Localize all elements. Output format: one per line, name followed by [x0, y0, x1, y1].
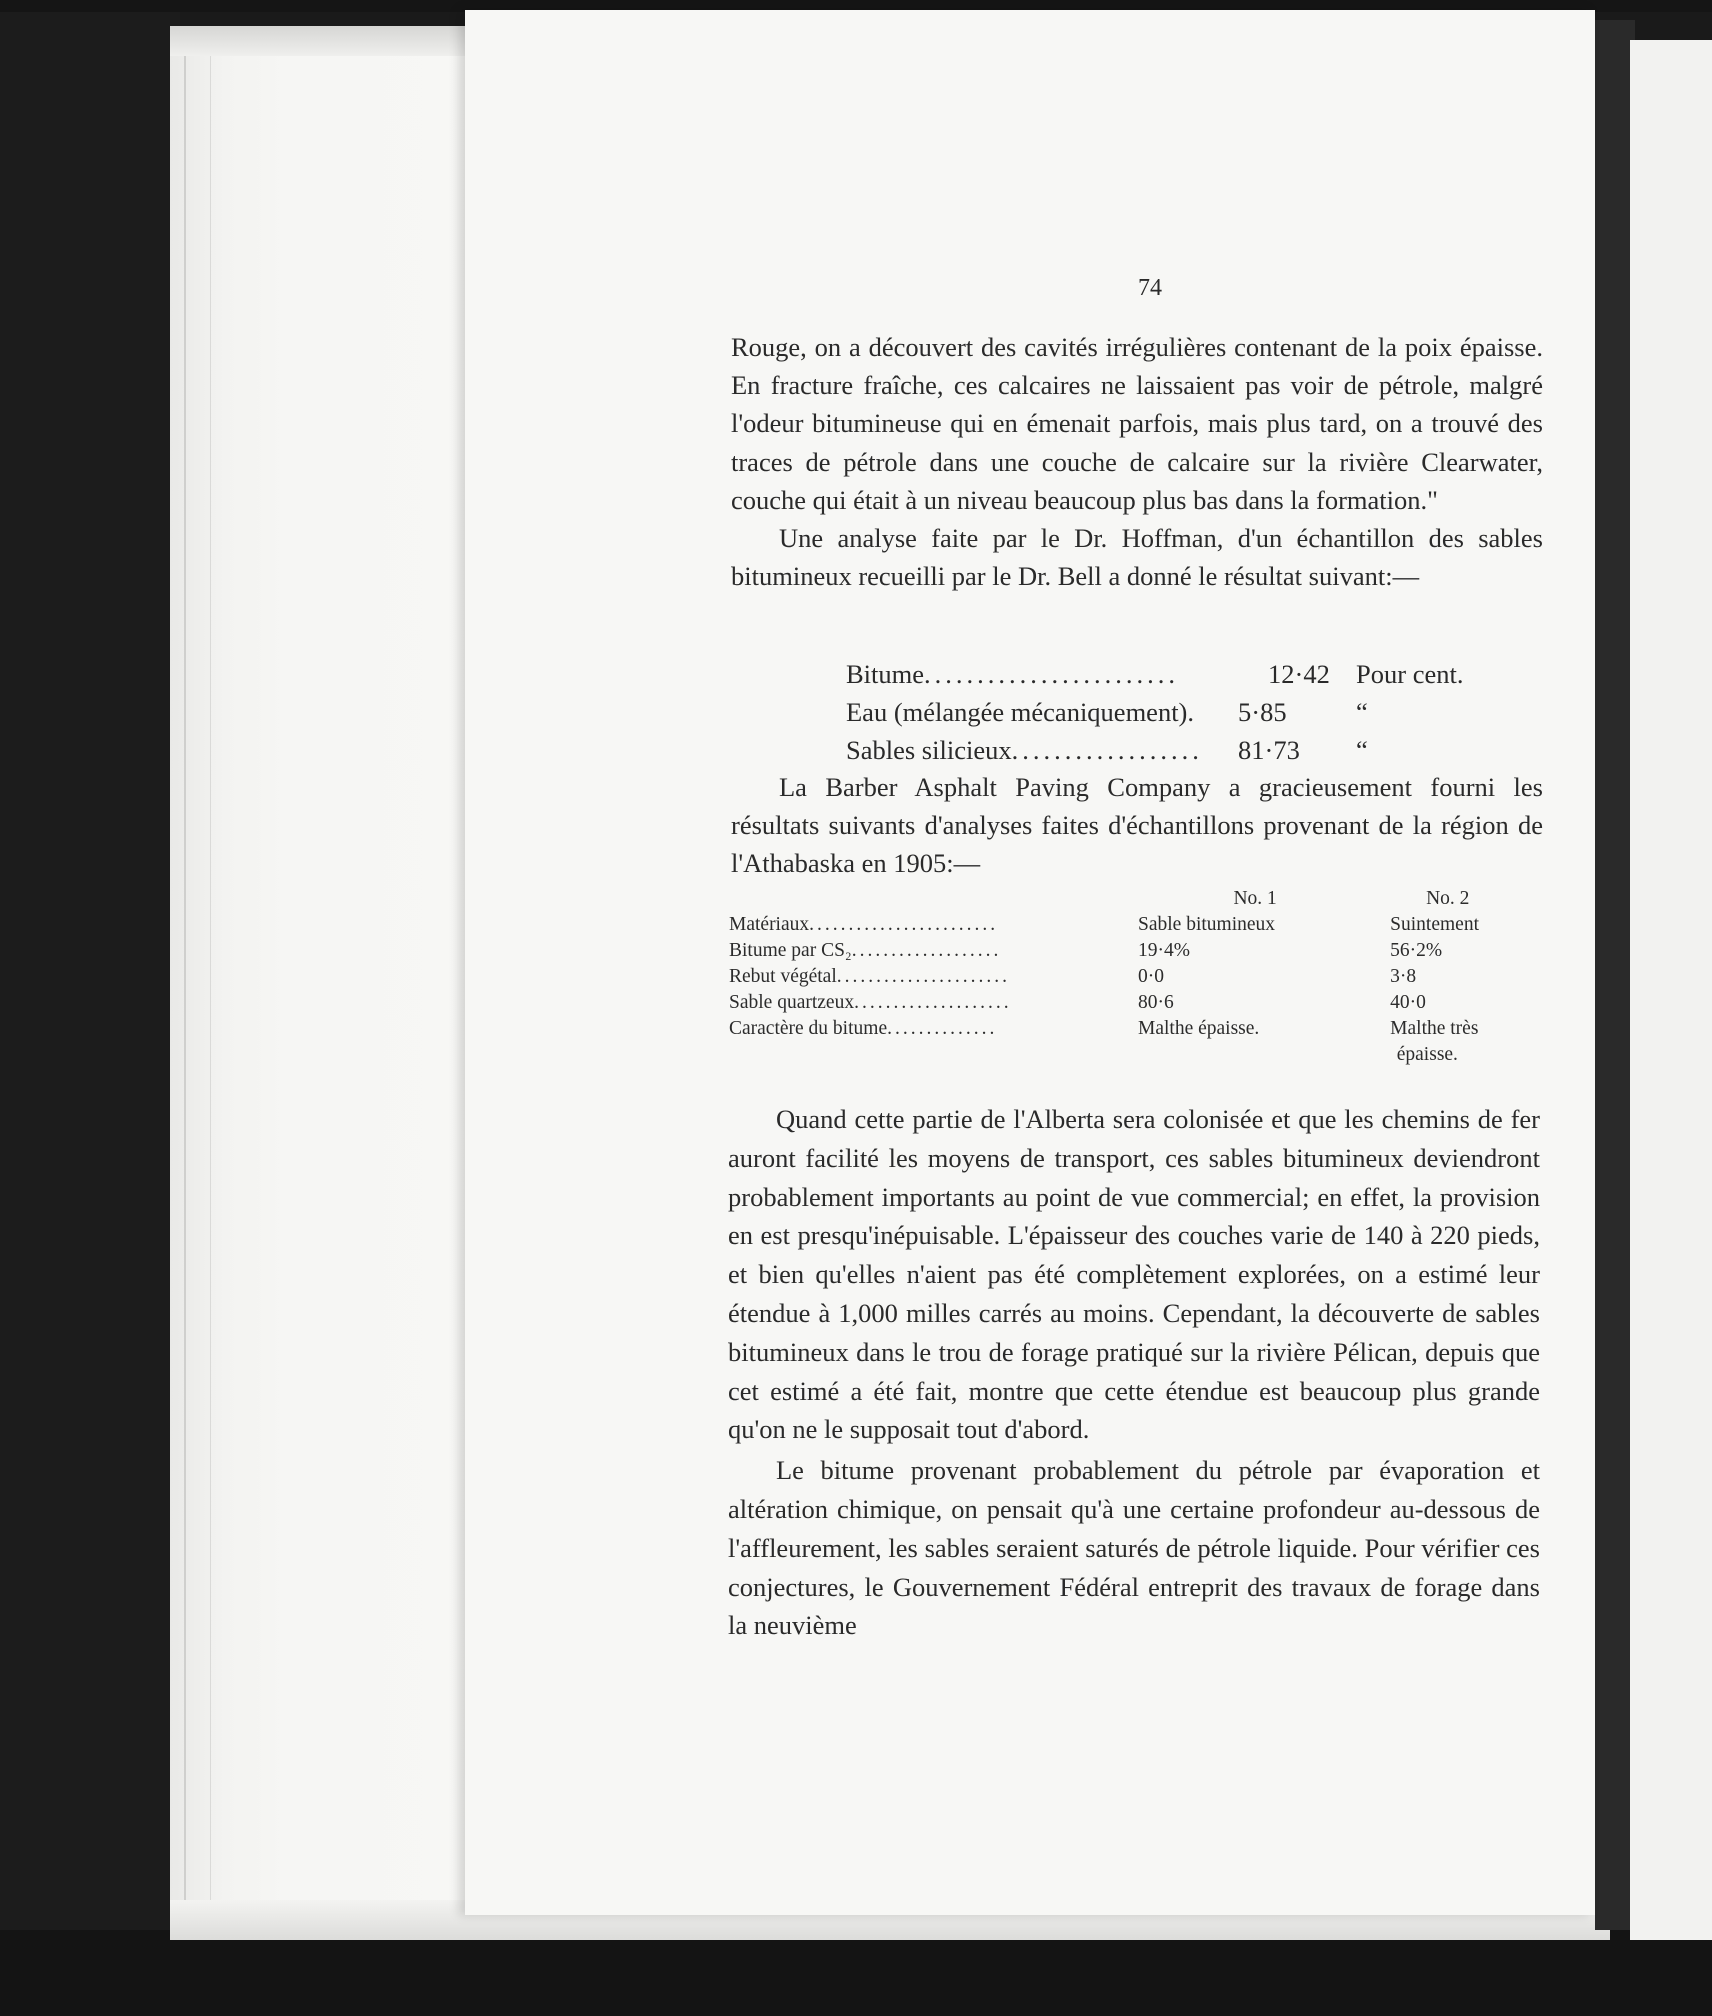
analysis-label: Sables silicieux: [846, 735, 1012, 765]
table-row: [729, 964, 1549, 990]
paragraph: La Barber Asphalt Paving Company a gracieusement fourni les résultats suivants d'analyses faites d'échantillons provenant de la région de l'Athabaska en 1905:—: [731, 772, 1543, 879]
table-header: [729, 886, 1549, 912]
table-row-label: Rebut végétal: [729, 966, 837, 987]
paragraph-block-2: [731, 768, 1543, 883]
leader-dots: ....................: [854, 992, 1012, 1013]
table-cell: 40·0: [1390, 992, 1426, 1013]
analysis-unit: Pour cent.: [1356, 659, 1464, 689]
analysis-row: [846, 693, 1486, 731]
book-page-edge: [170, 26, 470, 56]
page-number: 74: [1138, 275, 1162, 301]
table-row-label: Caractère du bitume: [729, 1018, 888, 1039]
table-cell: Malthe épaisse.: [1138, 1018, 1260, 1039]
table-header-cell: [729, 886, 1137, 912]
table-cell: 80·6: [1138, 992, 1174, 1013]
analysis-unit: “: [1356, 697, 1368, 727]
analysis-row: [846, 731, 1486, 769]
paragraph: Rouge, on a découvert des cavités irrégulières contenant de la poix épaisse. En fracture fraîche, ces calcaires ne laissaient pas voir de pétrole, malgré l'odeur bitumineuse qui en émenait parfois, mais plus tard, on a trouvé des traces de pétrole dans une couche de calcaire sur la rivière Clearwater, couche qui était à un niveau beaucoup plus bas dans la formation.": [731, 332, 1543, 515]
leader-dots: ......................: [836, 966, 1011, 987]
table-cell: 19·4%: [1138, 940, 1190, 961]
table-row: [729, 912, 1549, 938]
table-row: [729, 938, 1549, 964]
table-cell: Malthe très: [1390, 1018, 1479, 1039]
book-gutter: [1595, 20, 1635, 1930]
table-cell-continuation: épaisse.: [1396, 1044, 1458, 1065]
paragraph: Quand cette partie de l'Alberta sera colonisée et que les chemins de fer auront facilité les moyens de transport, ces sables bitumineux deviendront probablement importants au point de vue commercial; en effet, la provision en est presqu'inépuisable. L'épaisseur des couches varie de 140 à 220 pieds, et bien qu'elles n'aient pas été complètement explorées, on a estimé leur étendue à 1,000 milles carrés au moins. Cependant, la découverte de sables bitumineux dans le trou de forage pratiqué sur la rivière Pélican, depuis que cet estimé a été fait, montre que cette étendue est beaucoup plus grande qu'on ne le supposait tout d'abord.: [728, 1104, 1540, 1445]
analysis-label: Bitume: [846, 659, 925, 689]
table-row-label: Sable quartzeux: [729, 992, 855, 1013]
analysis-row: [846, 655, 1486, 693]
table-cell: Sable bitumineux: [1138, 914, 1276, 935]
leader-dots: ........................: [924, 659, 1180, 689]
table-cell: Suintement: [1390, 914, 1479, 935]
table-cell: 56·2%: [1390, 940, 1443, 961]
analysis-unit: “: [1356, 735, 1368, 765]
scan-background-left: [0, 0, 180, 2016]
table-header-cell: No. 1: [1233, 888, 1277, 909]
table-cell: 0·0: [1138, 966, 1164, 987]
table-row: [729, 1042, 1549, 1068]
analysis-table-2: [729, 886, 1549, 1068]
facing-page: [1630, 40, 1712, 1940]
table-header-cell: No. 2: [1426, 888, 1470, 909]
table-cell: 3·8: [1390, 966, 1417, 987]
table-row: [729, 1016, 1549, 1042]
book-page-stack: [170, 28, 470, 1948]
scan-background-bottom: [0, 1930, 1712, 2016]
analysis-value: 81·73: [1238, 735, 1300, 765]
analysis-label: Eau (mélangée mécaniquement): [846, 697, 1188, 727]
leader-dots: .: [1187, 697, 1199, 727]
analysis-table-1: [846, 655, 1486, 769]
paragraph: Le bitume provenant probablement du pétrole par évaporation et altération chimique, on pensait qu'à une certaine profondeur au-dessous de l'affleurement, les sables seraient saturés de pétrole liquide. Pour vérifier ces conjectures, le Gouvernement Fédéral entreprit des travaux de forage dans la neuvième: [728, 1455, 1540, 1641]
leader-dots: ........................: [809, 914, 999, 935]
paragraph-block-1: [731, 328, 1543, 595]
paragraph-block-3: [728, 1100, 1540, 1645]
analysis-value: 12·42: [1268, 659, 1330, 689]
table-row-label: Matériaux: [729, 914, 810, 935]
leader-dots: ...................: [851, 940, 1002, 961]
paragraph: Une analyse faite par le Dr. Hoffman, d'un échantillon des sables bitumineux recueilli par le Dr. Bell a donné le résultat suivant:—: [731, 523, 1543, 592]
table-row-label: Bitume par CS₂: [729, 940, 852, 961]
table-row: [729, 990, 1549, 1016]
leader-dots: ..............: [887, 1018, 998, 1039]
analysis-value: 5·85: [1238, 697, 1287, 727]
leader-dots: ..................: [1011, 735, 1203, 765]
